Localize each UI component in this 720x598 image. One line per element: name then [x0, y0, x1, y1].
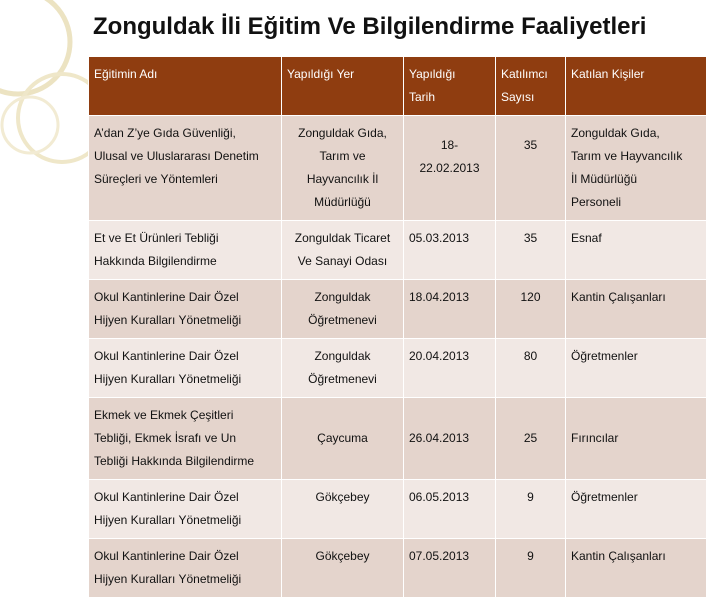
date-cell: 07.05.2013 — [404, 539, 496, 598]
activities-table — [88, 56, 707, 598]
table-row — [89, 480, 707, 539]
table-row — [89, 221, 707, 280]
table-header-row — [89, 57, 707, 116]
header-location: Yapıldığı Yer — [282, 57, 404, 116]
date-cell: 06.05.2013 — [404, 480, 496, 539]
location-cell: Zonguldak Gıda, Tarım ve Hayvancılık İl Müdürlüğü — [282, 116, 404, 221]
participant-count-cell: 25 — [496, 398, 566, 480]
training-name-cell: Okul Kantinlerine Dair Özel Hijyen Kuralları Yönetmeliği — [89, 539, 282, 598]
training-name-cell: Ekmek ve Ekmek Çeşitleri Tebliği, Ekmek İsrafı ve Un Tebliği Hakkında Bilgilendirme — [89, 398, 282, 480]
table-row — [89, 116, 707, 221]
participant-count-cell: 35 — [496, 221, 566, 280]
location-cell: Çaycuma — [282, 398, 404, 480]
training-name-cell: Okul Kantinlerine Dair Özel Hijyen Kuralları Yönetmeliği — [89, 339, 282, 398]
location-cell: Gökçebey — [282, 480, 404, 539]
date-cell: 05.03.2013 — [404, 221, 496, 280]
participants-cell: Esnaf — [566, 221, 707, 280]
training-name-cell: A’dan Z’ye Gıda Güvenliği, Ulusal ve Uluslararası Denetim Süreçleri ve Yöntemleri — [89, 116, 282, 221]
location-cell: Zonguldak Öğretmenevi — [282, 280, 404, 339]
location-cell: Zonguldak Ticaret Ve Sanayi Odası — [282, 221, 404, 280]
date-cell: 20.04.2013 — [404, 339, 496, 398]
table-row — [89, 398, 707, 480]
date-cell: 18.04.2013 — [404, 280, 496, 339]
participants-cell: Fırıncılar — [566, 398, 707, 480]
location-cell: Gökçebey — [282, 539, 404, 598]
table-row — [89, 280, 707, 339]
location-cell: Zonguldak Öğretmenevi — [282, 339, 404, 398]
participants-cell: Kantin Çalışanları — [566, 539, 707, 598]
participants-cell: Öğretmenler — [566, 480, 707, 539]
slide-title: Zonguldak İli Eğitim Ve Bilgilendirme Faaliyetleri — [93, 13, 647, 40]
table-row — [89, 339, 707, 398]
header-training-name: Eğitimin Adı — [89, 57, 282, 116]
training-name-cell: Okul Kantinlerine Dair Özel Hijyen Kuralları Yönetmeliği — [89, 280, 282, 339]
participants-cell: Kantin Çalışanları — [566, 280, 707, 339]
participant-count-cell: 80 — [496, 339, 566, 398]
participant-count-cell: 120 — [496, 280, 566, 339]
header-participants: Katılan Kişiler — [566, 57, 707, 116]
header-participant-count: Katılımcı Sayısı — [496, 57, 566, 116]
participant-count-cell: 9 — [496, 539, 566, 598]
participant-count-cell: 9 — [496, 480, 566, 539]
table-row — [89, 539, 707, 598]
date-cell: 26.04.2013 — [404, 398, 496, 480]
date-cell: 18- 22.02.2013 — [404, 116, 496, 221]
training-name-cell: Et ve Et Ürünleri Tebliği Hakkında Bilgilendirme — [89, 221, 282, 280]
training-name-cell: Okul Kantinlerine Dair Özel Hijyen Kuralları Yönetmeliği — [89, 480, 282, 539]
participant-count-cell: 35 — [496, 116, 566, 221]
header-date: Yapıldığı Tarih — [404, 57, 496, 116]
participants-cell: Zonguldak Gıda, Tarım ve Hayvancılık İl Müdürlüğü Personeli — [566, 116, 707, 221]
participants-cell: Öğretmenler — [566, 339, 707, 398]
